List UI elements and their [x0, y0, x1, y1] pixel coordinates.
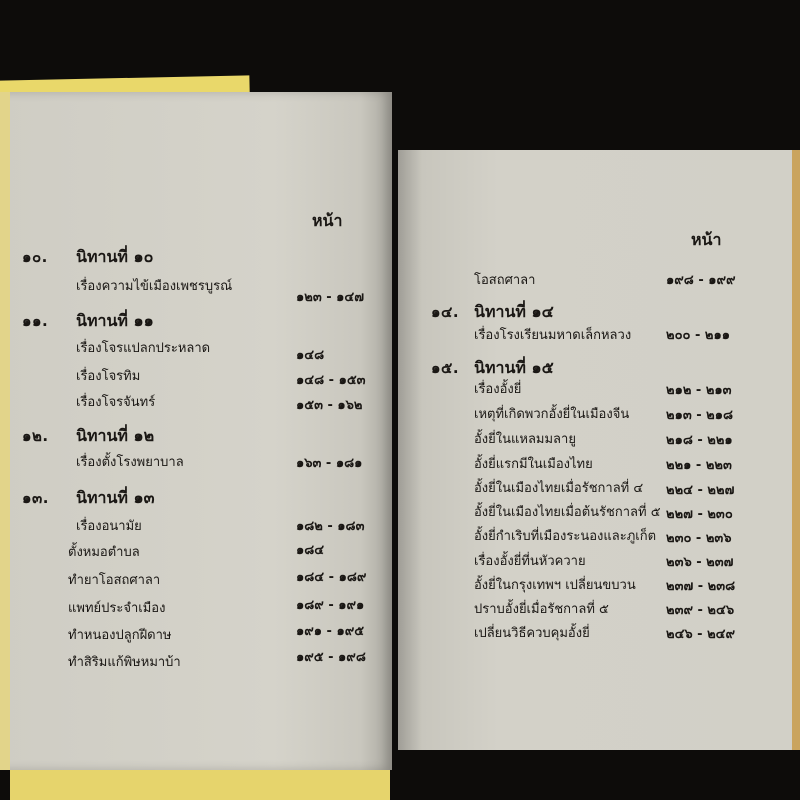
toc-entry-pages: ๒๐๐ - ๒๑๑ [666, 328, 730, 343]
toc-entry-text: อั้งยี่ในเมืองไทยเมื่อต้นรัชกาลที่ ๕ [474, 505, 661, 520]
toc-entry-text: ตั้งหมอตำบล [68, 545, 140, 560]
toc-entry-text: ทำยาโอสถศาลา [68, 573, 161, 588]
section-title: นิทานที่ ๑๒ [76, 426, 155, 445]
section-number: ๑๔. [431, 303, 460, 321]
toc-entry-pages: ๑๘๒ - ๑๘๓ [296, 519, 365, 534]
toc-entry-pages: ๒๓๖ - ๒๓๗ [666, 555, 734, 570]
toc-entry-pages: ๒๒๔ - ๒๒๗ [666, 483, 735, 498]
toc-entry-text: เรื่องโรงเรียนมหาดเล็กหลวง [474, 328, 632, 343]
section-number: ๑๓. [22, 489, 49, 507]
section-number: ๑๐. [22, 248, 48, 266]
toc-entry-text: ปราบอั้งยี่เมื่อรัชกาลที่ ๕ [474, 602, 609, 617]
toc-entry-text: เรื่องความไข้เมืองเพชรบูรณ์ [76, 279, 233, 294]
toc-entry-pages: ๑๔๘ - ๑๕๓ [296, 373, 366, 388]
toc-entry-text: เรื่องอนามัย [76, 519, 142, 534]
toc-entry-text: เรื่องตั้งโรงพยาบาล [76, 455, 184, 470]
page-column-label: หน้า [312, 211, 343, 230]
toc-entry-pages: ๑๙๘ - ๑๙๙ [666, 273, 736, 288]
toc-entry-pages: ๒๒๗ - ๒๓๐ [666, 507, 733, 522]
section-number: ๑๑. [22, 312, 49, 330]
toc-entry-text: เหตุที่เกิดพวกอั้งยี่ในเมืองจีน [474, 407, 630, 422]
toc-entry-pages: ๑๙๕ - ๑๙๘ [296, 650, 366, 665]
toc-entry-text: เรื่องโจรแปลกประหลาด [76, 341, 211, 356]
toc-entry-pages: ๒๑๘ - ๒๒๑ [666, 433, 733, 448]
toc-entry-pages: ๒๑๒ - ๒๑๓ [666, 383, 732, 398]
toc-entry-text: เปลี่ยนวิธีควบคุมอั้งยี่ [474, 626, 590, 641]
toc-entry-pages: ๑๘๔ - ๑๘๙ [296, 570, 367, 585]
toc-entry-pages: ๑๒๓ - ๑๔๗ [296, 290, 365, 305]
toc-entry-text: เรื่องอั้งยี่ที่นหัวควาย [474, 554, 586, 569]
toc-entry-text: อั้งยี่ในแหลมมลายู [474, 432, 576, 447]
right-page [398, 150, 800, 750]
toc-entry-pages: ๒๓๙ - ๒๔๖ [666, 603, 735, 618]
toc-entry-text: แพทย์ประจำเมือง [68, 601, 166, 616]
toc-entry-text: อั้งยี่กำเริบที่เมืองระนองและภูเก็ต [474, 529, 657, 544]
page-column-label: หน้า [691, 230, 722, 249]
book-cover-bottom-edge [10, 770, 390, 800]
section-title: นิทานที่ ๑๓ [76, 488, 155, 507]
toc-entry-pages: ๒๒๑ - ๒๒๓ [666, 458, 732, 473]
section-number: ๑๕. [431, 359, 460, 377]
toc-entry-pages: ๒๓๗ - ๒๓๘ [666, 579, 736, 594]
toc-entry-pages: ๒๔๖ - ๒๔๙ [666, 627, 736, 642]
toc-entry-text: อั้งยี่ในกรุงเทพฯ เปลี่ยนขบวน [474, 578, 636, 593]
section-title: นิทานที่ ๑๔ [474, 302, 554, 321]
section-number: ๑๒. [22, 427, 49, 445]
toc-entry-pages: ๒๑๓ - ๒๑๘ [666, 408, 734, 423]
toc-entry-pages: ๑๔๘ [296, 348, 325, 363]
toc-entry-text: เรื่องโจรทิม [76, 369, 141, 384]
toc-entry-text: ทำหนองปลูกฝีดาษ [68, 628, 172, 643]
toc-entry-pages: ๑๖๓ - ๑๘๑ [296, 456, 363, 471]
toc-entry-pages: ๑๕๓ - ๑๖๒ [296, 398, 363, 413]
section-title: นิทานที่ ๑๐ [76, 247, 154, 266]
section-title: นิทานที่ ๑๕ [474, 358, 554, 377]
toc-entry-pages: ๑๙๑ - ๑๙๕ [296, 624, 365, 639]
toc-entry-text: เรื่องโจรจันทร์ [76, 395, 156, 410]
toc-entry-pages: ๒๓๐ - ๒๓๖ [666, 531, 732, 546]
section-title: นิทานที่ ๑๑ [76, 311, 154, 330]
toc-entry-text: อั้งยี่แรกมีในเมืองไทย [474, 457, 593, 472]
toc-entry-text: เรื่องอั้งยี่ [474, 382, 522, 397]
toc-entry-text: อั้งยี่ในเมืองไทยเมื่อรัชกาลที่ ๔ [474, 481, 644, 496]
toc-entry-pages: ๑๘๔ [296, 543, 325, 558]
toc-entry-text: โอสถศาลา [474, 273, 536, 288]
left-page [0, 92, 392, 770]
toc-entry-text: ทำสิริมแก้พิษหมาบ้า [68, 655, 181, 670]
toc-entry-pages: ๑๘๙ - ๑๙๑ [296, 598, 365, 613]
